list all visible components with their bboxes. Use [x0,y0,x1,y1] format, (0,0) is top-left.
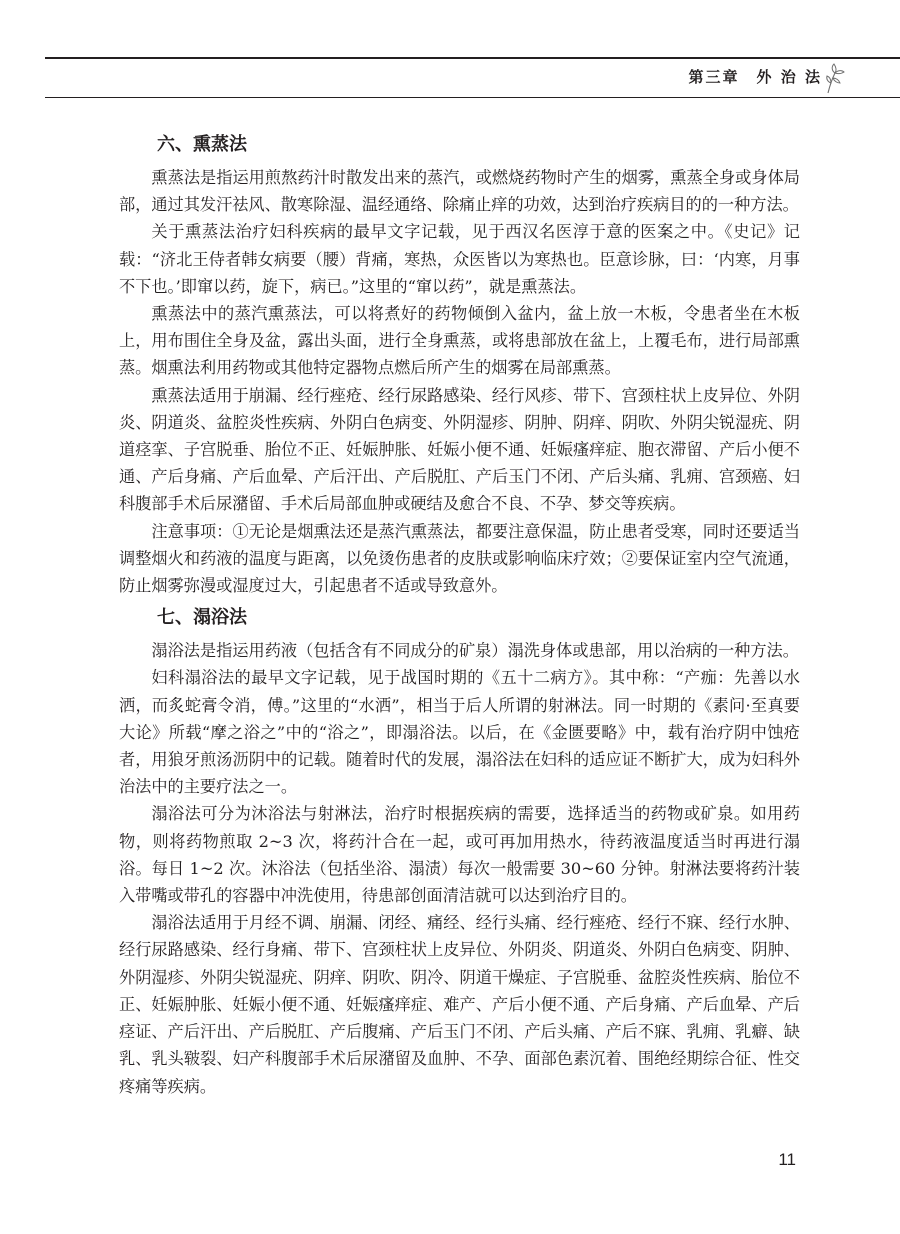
paragraph: 注意事项：①无论是烟熏法还是蒸汽熏蒸法，都要注意保温，防止患者受寒，同时还要适当调整烟火和药液的温度与距离，以免烫伤患者的皮肤或影响临床疗效；②要保证室内空气流通，防止烟雾弥漫或湿度过大，引起患者不适或导致意外。 [119,521,800,596]
paragraph: 熏蒸法中的蒸汽熏蒸法，可以将煮好的药物倾倒入盆内，盆上放一木板，令患者坐在木板上，用布围住全身及盆，露出头面，进行全身熏蒸，或将患部放在盆上，上覆毛布，进行局部熏蒸。烟熏法利用药物或其他特定器物点燃后所产生的烟雾在局部熏蒸。 [119,304,800,378]
paragraph: 关于熏蒸法治疗妇科疾病的最早文字记载，见于西汉名医淳于意的医案之中。《史记》记载：“济北王侍者韩女病要（腰）背痛，寒热，众医皆以为寒热也。臣意诊脉，曰：‘内寒，月事不下也。’即窜以药，旋下，病已。”这里的“窜以药”，就是熏蒸法。 [119,222,800,296]
running-header [0,57,900,101]
paragraph: 溻浴法适用于月经不调、崩漏、闭经、痛经、经行头痛、经行痤疮、经行不寐、经行水肿、经行尿路感染、经行身痛、带下、宫颈柱状上皮异位、外阴炎、阴道炎、外阴白色病变、阴肿、外阴湿疹、外阴尖锐湿疣、阴痒、阴吹、阴冷、阴道干燥症、子宫脱垂、盆腔炎性疾病、胎位不正、妊娠肿胀、妊娠小便不通、妊娠瘙痒症、难产、产后小便不通、产后身痛、产后血晕、产后痉证、产后汗出、产后脱肛、产后腹痛、产后玉门不闭、产后头痛、产后不寐、乳痈、乳癖、缺乳、乳头皲裂、妇产科腹部手术后尿潴留及血肿、不孕、面部色素沉着、围绝经期综合征、性交疼痛等疾病。 [119,913,800,1096]
body-text [119,126,800,1100]
paragraph: 溻浴法是指运用药液（包括含有不同成分的矿泉）溻洗身体或患部，用以治病的一种方法。 [151,641,799,661]
section-heading: 六、熏蒸法 [157,134,247,155]
paragraph: 熏蒸法适用于崩漏、经行痤疮、经行尿路感染、经行风疹、带下、宫颈柱状上皮异位、外阴炎、阴道炎、盆腔炎性疾病、外阴白色病变、外阴湿疹、阴肿、阴痒、阴吹、外阴尖锐湿疣、阴道痉挛、子宫脱垂、胎位不正、妊娠肿胀、妊娠小便不通、妊娠瘙痒症、胞衣滞留、产后小便不通、产后身痛、产后血晕、产后汗出、产后脱肛、产后玉门不闭、产后头痛、乳痈、宫颈癌、妇科腹部手术后尿潴留、手术后局部血肿或硬结及愈合不良、不孕、梦交等疾病。 [119,385,800,514]
paragraph: 溻浴法可分为沐浴法与射淋法，治疗时根据疾病的需要，选择适当的药物或矿泉。如用药物，则将药物煎取 2~3 次，将药汁合在一起，或可再加用热水，待药液温度适当时再进行溻浴。每日 1~2 次。沐浴法（包括坐浴、溻渍）每次一般需要 30~60 分钟。射淋法要将药汁装入带嘴或带孔的容器中冲洗使用，待患部创面清洁就可以达到治疗目的。 [119,804,800,906]
page-number: 11 [778,1150,796,1169]
section-heading: 七、溻浴法 [157,607,247,629]
header-rule-top [45,57,900,59]
flower-ornament-icon [822,61,848,95]
paragraph: 妇科溻浴法的最早文字记载，见于战国时期的《五十二病方》。其中称：“产痂：先善以水洒，而炙蛇膏令消，傅。”这里的“水洒”，相当于后人所谓的射淋法。同一时期的《素问·至真要大论》所载“摩之浴之”中的“浴之”，即溻浴法。以后，在《金匮要略》中，载有治疗阴中蚀疮者，用狼牙煎汤沥阴中的记载。随着时代的发展，溻浴法在妇科的适应证不断扩大，成为妇科外治法中的主要疗法之一。 [119,668,800,797]
paragraph: 熏蒸法是指运用煎熬药汁时散发出来的蒸汽，或燃烧药物时产生的烟雾，熏蒸全身或身体局部，通过其发汗祛风、散寒除湿、温经通络、除痛止痒的功效，达到治疗疾病目的的一种方法。 [119,168,800,215]
header-rule-bottom [45,97,900,98]
chapter-title: 第三章 外 治 法 [688,68,822,86]
